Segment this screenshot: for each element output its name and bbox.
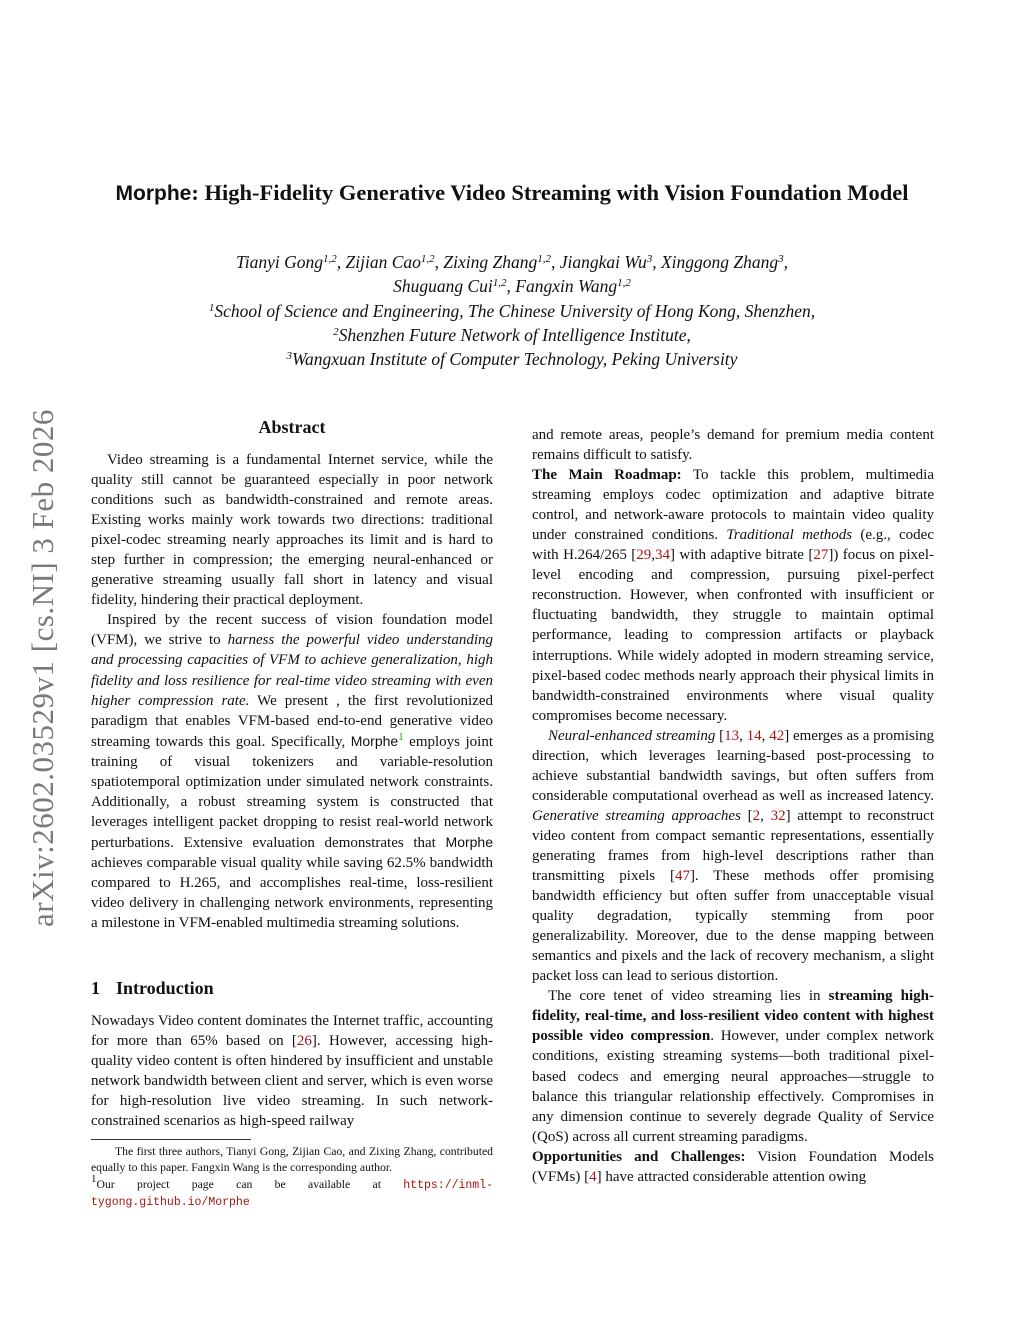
affil-number: 3 xyxy=(286,350,293,363)
text-run: achieves comparable visual quality while saving 62.5% bandwidth compared to H.265, and accomplishes real-time, loss-resilient video delivery in challenging network environments, representing a milestone in VFM-enabled multimedia streaming solutions. xyxy=(91,854,493,932)
citation-link[interactable]: 2 xyxy=(752,807,761,824)
text-run: ]. However, accessing high-quality video content is often hindered by insufficient and unstable network bandwidth between client and server, which is even worse for high-resolution live video streaming. In such network-constrained scenarios as high-speed railway xyxy=(91,1033,493,1130)
author-sep: , xyxy=(506,276,516,297)
text-run: ] emerges as a promising direction, which leverages learning-based post-processing to achieve substantial bandwidth savings, but often suffers from considerable computational overhead as well as increased latency. xyxy=(532,727,934,804)
citation-link[interactable]: 26 xyxy=(296,1033,312,1050)
text-run: Our project page can be available at xyxy=(96,1177,404,1191)
intro-body xyxy=(91,1011,493,1131)
text-run: Inspired by the recent success of vision foundation model (VFM), we strive to xyxy=(91,612,493,649)
affiliation-1 xyxy=(90,299,934,323)
section-title: Introduction xyxy=(116,978,214,998)
author-affil: 1,2 xyxy=(323,253,337,265)
text-run: To tackle this problem, multimedia streaming employs codec optimization and adaptive bitrate control, and network-aware protocols to maintain video quality under constrained conditions. xyxy=(532,467,934,544)
abstract-paragraph-2 xyxy=(91,610,493,933)
author-affil: 3 xyxy=(778,253,784,265)
affil-text: Shenzhen Future Network of Intelligence Institute, xyxy=(338,324,691,345)
affiliation-2 xyxy=(90,323,934,347)
citation-link[interactable]: 27 xyxy=(813,547,829,564)
author-name: Zijian Cao xyxy=(345,252,421,272)
abstract-paragraph-1: Video streaming is a fundamental Internet service, while the quality still cannot be guaranteed especially in poor network conditions such as bandwidth-constrained and remote areas. Existing works mainly work towards two directions: traditional pixel-codec streaming nearly approaches its limit and is hard to step further in compression; the emerging neural-enhanced or generative streaming usually fall short in latency and visual fidelity, hindering their practical deployment. xyxy=(91,452,493,609)
bold-text: streaming high-fidelity, real-time, and loss-resilient video content with highest possible video compression xyxy=(532,988,934,1045)
text-run: [ xyxy=(715,727,725,744)
run-in-heading: Opportunities and Challenges: xyxy=(532,1148,746,1165)
author-sep: , xyxy=(652,252,661,272)
text-run: Nowadays Video content dominates the Internet traffic, accounting for more than 65% based on [ xyxy=(91,1013,493,1050)
citation-link[interactable]: 42 xyxy=(769,727,785,744)
text-run: ] with adaptive bitrate [ xyxy=(669,547,814,564)
emphasis-text: harness the powerful video understanding and processing capacities of VFM to achieve generalization, high fidelity and loss resilience for real-time video streaming with even higher compression rate. xyxy=(91,632,493,709)
paper-title xyxy=(60,180,964,206)
author-affil: 1,2 xyxy=(492,277,507,290)
arxiv-stamp: arXiv:2602.03529v1 [cs.NI] 3 Feb 2026 xyxy=(25,408,60,927)
affil-text: Wangxuan Institute of Computer Technology, Peking University xyxy=(292,349,738,370)
author-affil: 3 xyxy=(646,253,653,265)
abstract-body xyxy=(91,450,493,933)
paragraph-opportunities xyxy=(532,1147,934,1187)
system-name: Morphe xyxy=(350,732,399,749)
paragraph-tenet xyxy=(532,986,934,1146)
author-name: Shuguang Cui xyxy=(393,276,493,297)
paragraph-neural: Neural-enhanced streaming [13, 14, 42] emerges as a promising direction, which leverages learning-based post-processing to achieve substantial bandwidth savings, but often suffers from considerable computational overhead as well as increased latency. Generative streaming approaches [2, 32] attempt to reconstruct video content from compact semantic representations, essentially generating frames from high-level descriptions rather than transmitting pixels [47]. These methods offer promising bandwidth efficiency but often suffer from unacceptable visual quality degradation, typically stemming from poor generalizability. Moreover, due to the dense mapping between semantics and pixels and the lack of recovery mechanism, a slight packet loss can lead to serious distortion. xyxy=(532,727,935,985)
author-name: Jiangkai Wu xyxy=(559,252,647,272)
author-sep: , xyxy=(550,252,560,272)
affil-number: 1 xyxy=(208,301,215,314)
footnote-authors: The first three authors, Tianyi Gong, Zijian Cao, and Zixing Zhang, contributed equally to this paper. Fangxin Wang is the corresponding author. xyxy=(91,1145,493,1175)
system-name: Morphe xyxy=(445,833,493,850)
footnote-1 xyxy=(91,1172,493,1212)
citation-link[interactable]: 34 xyxy=(654,547,670,564)
text-run: ]. These methods offer promising bandwidth efficiency but often suffer from unacceptable visual quality degradation, typically stemming from poor generalizability. Moreover, due to the dense mapping between semantics and pixels and the lack of recovery mechanism, a slight packet loss can lead to serious distortion. xyxy=(532,868,934,985)
author-sep: , xyxy=(336,252,346,272)
citation-link[interactable]: 32 xyxy=(770,807,786,824)
footnote-rule xyxy=(91,1139,251,1140)
emphasis-text: Neural-enhanced streaming xyxy=(548,727,716,744)
citation-link[interactable]: 29 xyxy=(636,547,652,564)
citation-link[interactable]: 4 xyxy=(589,1168,597,1185)
author-block xyxy=(90,250,934,371)
text-run: ] have attracted considerable attention owing xyxy=(596,1168,867,1185)
author-sep: , xyxy=(783,252,789,272)
author-affil: 1,2 xyxy=(617,277,631,290)
text-run: The core tenet of video streaming lies in xyxy=(548,988,829,1005)
project-url-link[interactable]: https://inml-tygong.github.io/Morphe xyxy=(91,1178,493,1210)
paragraph-roadmap: The Main Roadmap: To tackle this problem, multimedia streaming employs codec optimization and adaptive bitrate control, and network-aware protocols to maintain video quality under constrained conditions. Traditional methods (e.g., codec with H.264/265 [29,34] with adaptive bitrate [27]) focus on pixel-level encoding and compression, pursuing pixel-perfect reconstruction. However, when confronted with insufficient or fluctuating bandwidth, they struggle to maintain optimal performance, leading to compression artifacts or playback interruptions. While widely adopted in modern streaming service, pixel-based codec methods nearly approach their physical limits in bandwidth-constrained environments where visual quality compromises become necessary. xyxy=(532,467,935,724)
affil-number: 2 xyxy=(333,325,339,338)
title-text: : High-Fidelity Generative Video Streaming with Vision Foundation Model xyxy=(191,180,909,205)
title-system-name: Morphe xyxy=(115,182,192,205)
emphasis-text: Generative streaming approaches xyxy=(532,807,741,824)
intro-paragraph-1 xyxy=(91,1011,493,1131)
text-run: [ xyxy=(740,807,753,824)
text-run: Vision Foundation Models (VFMs) [ xyxy=(532,1148,934,1185)
text-run: We present , the first revolutionized paradigm that enables VFM-based end-to-end generative video streaming towards this goal. Specifically, xyxy=(91,692,493,750)
affil-text: School of Science and Engineering, The Chinese University of Hong Kong, Shenzhen, xyxy=(214,300,816,321)
author-affil: 1,2 xyxy=(537,253,551,265)
footnotes xyxy=(91,1144,493,1212)
paragraph-continuation: and remote areas, people’s demand for premium media content remains difficult to satisfy. xyxy=(532,427,934,464)
citation-link[interactable]: 14 xyxy=(746,727,762,744)
text-run: . However, under complex network conditions, existing streaming systems—both traditional pixel-based codecs and emerging neural approaches—struggle to balance this triangular relationship effectively. Compromises in any dimension continue to severely degrade Quality of Service (QoS) across all current streaming paradigms. xyxy=(532,1028,934,1145)
footnote-marker[interactable]: 1 xyxy=(398,730,404,743)
affiliation-3 xyxy=(90,347,934,371)
author-name: Fangxin Wang xyxy=(515,276,618,297)
text-run: (e.g., codec with H.264/265 [ xyxy=(532,527,934,564)
author-line-1 xyxy=(90,250,934,274)
text-run: employs joint training of visual tokenizers and variable-resolution spatiotemporal optimization under simulated network constraints. Additionally, a robust streaming system is constructed that leverages intelligent packet dropping to resist real-world network perturbations. Extensive evaluation demonstrates that xyxy=(91,733,493,851)
text-run: ] attempt to reconstruct video content from compact semantic representations, essentially generating frames from high-level descriptions rather than transmitting pixels [ xyxy=(532,807,935,885)
run-in-heading: The Main Roadmap: xyxy=(532,467,682,484)
author-name: Zixing Zhang xyxy=(443,252,538,272)
author-name: Xinggong Zhang xyxy=(660,252,779,272)
right-column xyxy=(532,425,934,1187)
author-name: Tianyi Gong xyxy=(235,252,323,272)
footnote-number: 1 xyxy=(91,1172,97,1185)
emphasis-text: Traditional methods xyxy=(726,527,853,544)
abstract-heading: Abstract xyxy=(258,417,326,437)
author-affil: 1,2 xyxy=(420,253,435,265)
section-number: 1 xyxy=(91,978,100,998)
text-run: ]) focus on pixel-level encoding and compression, pursuing pixel-perfect reconstruction. However, when confronted with insufficient or fluctuating bandwidth, they struggle to maintain optimal performance, leading to compression artifacts or playback interruptions. While widely adopted in modern streaming service, pixel-based codec methods nearly approach their physical limits in bandwidth-constrained environments where visual quality compromises become necessary. xyxy=(532,547,935,724)
author-line-2 xyxy=(90,274,934,298)
author-sep: , xyxy=(434,252,444,272)
section-heading-introduction xyxy=(91,978,214,999)
citation-link[interactable]: 13 xyxy=(724,727,740,744)
citation-link[interactable]: 47 xyxy=(674,868,690,885)
